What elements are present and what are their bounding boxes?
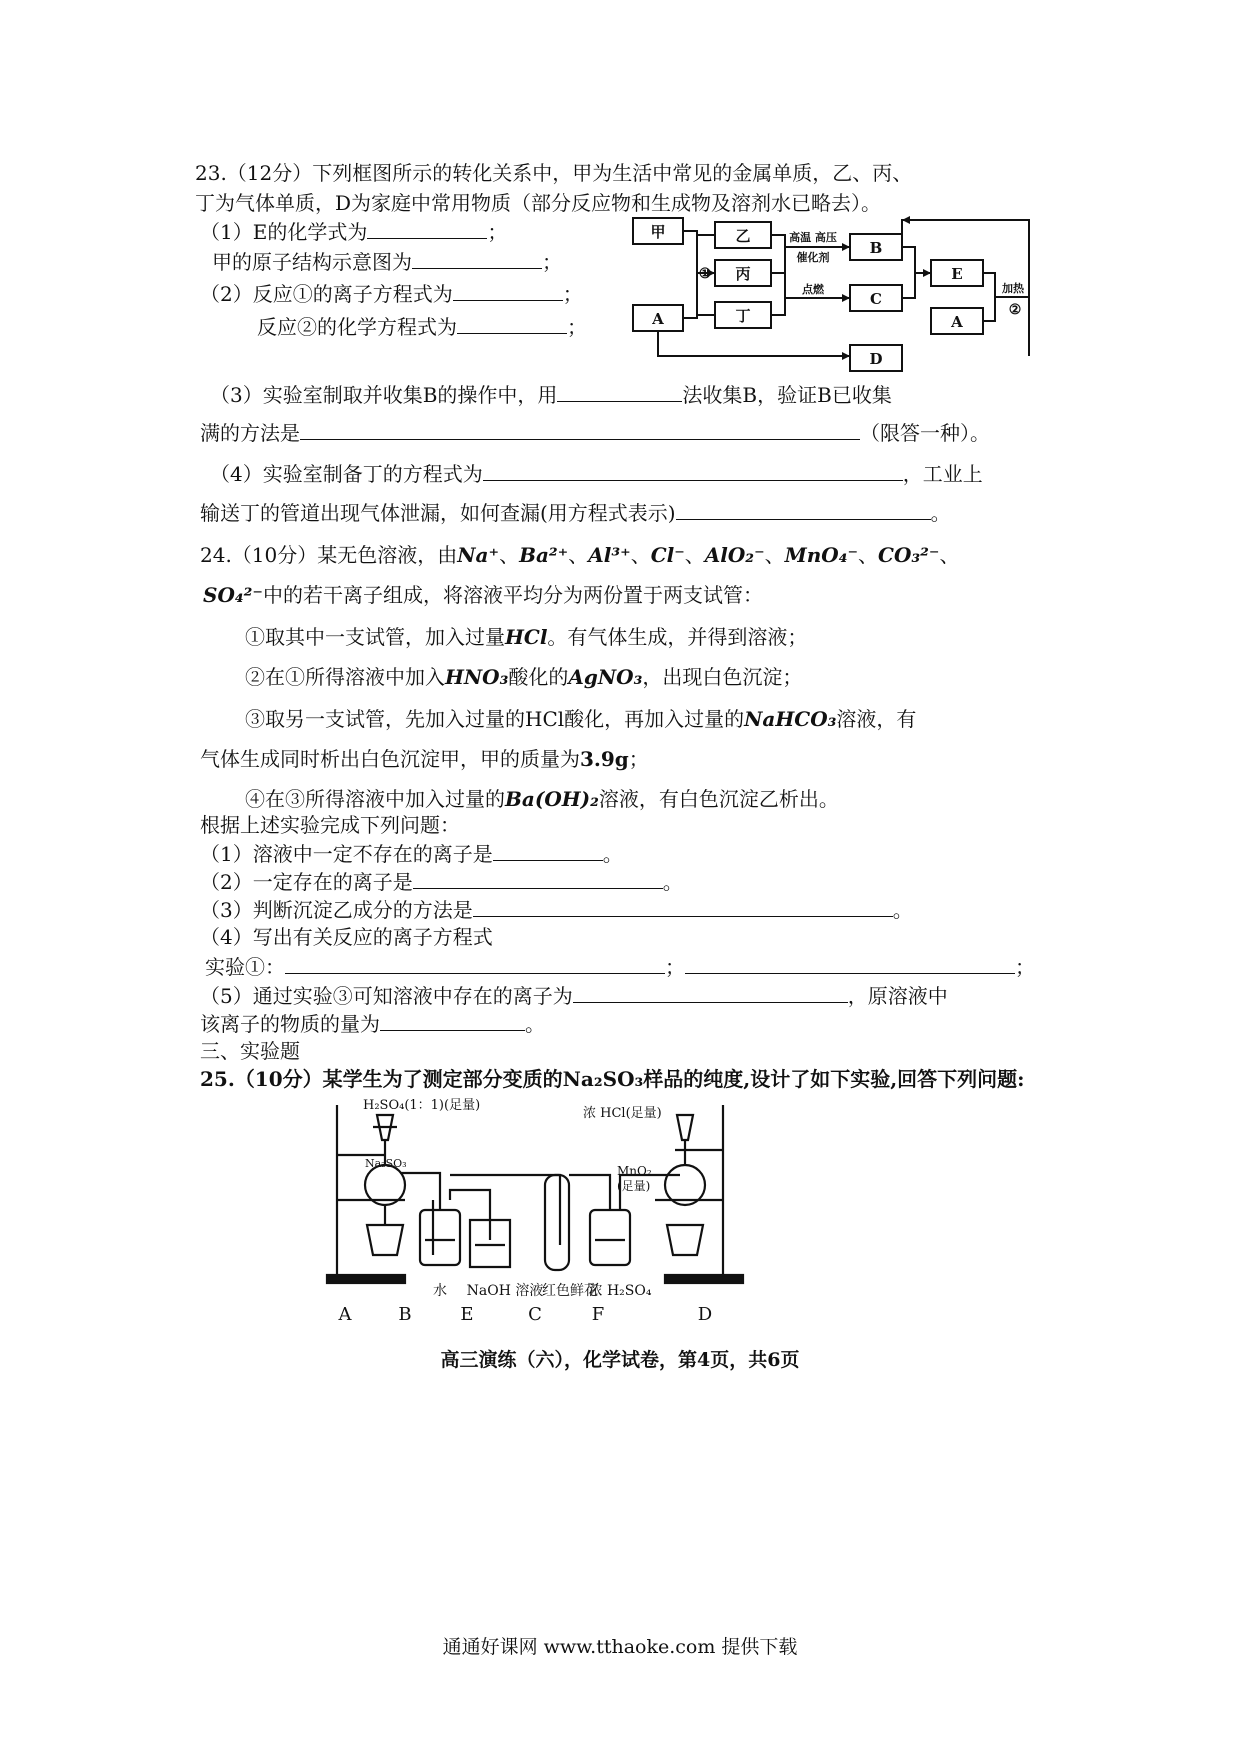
q24-answer2 [200,868,683,895]
q25-apparatus-diagram [325,1095,1045,1325]
sep: 、 [630,543,651,567]
q24-answer5b [200,1010,545,1037]
letter-C: C [528,1304,542,1325]
label-ding: 丁 [735,307,751,325]
letter-B: B [398,1304,412,1325]
cond-catalyst: 催化剂 [796,251,830,264]
label-h2so4: H₂SO₄(1：1)(足量) [363,1098,481,1113]
reaction-2-mark: ② [1008,302,1022,318]
label: ，原溶液中 [847,984,948,1008]
q24-intro-text2: 中的若干离子组成，将溶液平均分为两份置于两支试管： [262,583,763,607]
q24-answer3 [200,896,913,923]
label-na2so3: Na₂SO₃ [365,1157,407,1170]
letter-E: E [460,1304,474,1325]
q23-part2b [257,313,587,340]
q23-part3-label2: 法收集B，验证B已收集 [682,383,892,407]
label-bing: 丙 [735,265,751,283]
text: ①取其中一支试管，加入过量 [245,625,505,649]
answer-blank[interactable] [676,499,931,520]
sep: 、 [499,543,520,567]
label-B: B [869,239,883,257]
formula-nahco3: NaHCO₃ [744,707,837,731]
answer-blank[interactable] [367,218,487,239]
letter-D: D [697,1304,713,1325]
punct: 。 [930,501,951,525]
label: （2）一定存在的离子是 [200,870,413,894]
q24-intro-line1 [200,542,959,568]
label-conc-hcl: 浓 HCl(足量) [583,1106,662,1121]
label-C: C [870,290,882,308]
text: 。有气体生成，并得到溶液； [547,625,808,649]
punct: ； [567,315,587,339]
q24-answer1 [200,840,623,867]
cond-heat: 加热 [1002,282,1024,295]
formula-baoh2: Ba(OH)₂ [505,787,599,811]
punct: 。 [662,870,683,894]
q24-step3b [200,746,649,772]
q24-step3 [245,706,916,732]
letter-F: F [591,1304,605,1325]
sep: 、 [764,543,785,567]
label-A2: A [951,313,963,331]
answer-blank[interactable] [493,840,603,861]
label: 实验①： [205,955,285,979]
q23-part1 [200,218,507,245]
answer-blank[interactable] [300,419,860,440]
sep: 、 [568,543,589,567]
page-footer: 高三演练（六），化学试卷，第4页，共6页 [440,1349,800,1371]
stand-base-left [327,1275,405,1283]
q24-step4 [245,786,839,812]
q23-part1-label: （1）E的化学式为 [200,220,368,244]
punct: 。 [602,842,623,866]
q23-part1b [212,248,562,275]
ion-mno4: MnO₄⁻ [784,543,859,567]
label-mno2-excess: (足量) [617,1179,651,1193]
q23-intro-line2: 丁为气体单质，D为家庭中常用物质（部分反应物和生成物及溶剂水已略去）。 [195,191,882,215]
q24-step1 [245,624,807,650]
cond-ignite: 点燃 [802,283,824,296]
q23-part4b [200,499,951,526]
text: 酸化的 [508,665,569,689]
q23-part3-label4: （限答一种）。 [860,421,990,445]
answer-blank[interactable] [380,1010,525,1031]
q24-step2 [245,664,802,690]
formula-hno3: HNO₃ [445,665,509,689]
ion-co3: CO₃²⁻ [878,543,940,567]
label: （1）溶液中一定不存在的离子是 [200,842,493,866]
answer-blank[interactable] [285,953,665,974]
q23-part4-label3: 输送丁的管道出现气体泄漏，如何查漏(用方程式表示) [200,501,676,525]
label-D: D [869,350,883,368]
download-watermark: 通通好课网 www.tthaoke.com 提供下载 [442,1636,798,1658]
label-water: 水 [433,1283,447,1299]
label: 该离子的物质的量为 [200,1012,380,1036]
punct: 。 [892,898,913,922]
answer-blank[interactable] [685,953,1015,974]
q23-part2-label: （2）反应①的离子方程式为 [200,282,453,306]
cond-high-temp-pressure: 高温 高压 [789,231,837,244]
answer-blank[interactable] [483,460,903,481]
label-A: A [652,310,664,328]
text: ④在③所得溶液中加入过量的 [245,787,505,811]
label-red-flower: 红色鲜花 [542,1283,598,1299]
label-conc-h2so4: 浓 H₂SO₄ [588,1283,652,1299]
formula-agno3: AgNO₃ [568,665,643,689]
text: ②在①所得溶液中加入 [245,665,445,689]
q23-part2 [200,280,583,307]
text: ，出现白色沉淀； [642,665,803,689]
ion-ba: Ba²⁺ [519,543,569,567]
q24-intro-text: 24.（10分）某无色溶液，由 [200,543,458,567]
label-naoh: NaOH 溶液 [466,1283,544,1299]
formula-hcl: HCl [505,625,548,649]
answer-blank[interactable] [473,896,893,917]
answer-blank[interactable] [412,248,542,269]
stand-base-right [665,1275,743,1283]
label-yi: 乙 [735,227,751,245]
letter-A: A [338,1304,352,1325]
sep: 、 [684,543,705,567]
q23-intro-line1: 23.（12分）下列框图所示的转化关系中，甲为生活中常见的金属单质，乙、丙、 [195,161,913,185]
text: ； [628,747,649,771]
mass-value: 3.9g [580,747,629,771]
punct: ； [487,220,508,244]
ion-na: Na⁺ [457,543,500,567]
q25-intro: 25.（10分）某学生为了测定部分变质的Na₂SO₃样品的纯度,设计了如下实验,回答下列问题: [200,1067,1025,1091]
punct: ； [562,282,583,306]
answer-blank[interactable] [457,313,567,334]
answer-blank[interactable] [453,280,563,301]
sep: 、 [858,543,879,567]
label: （5）通过实验③可知溶液中存在的离子为 [200,984,573,1008]
q23-part3 [210,381,892,408]
q23-part3b [200,419,990,446]
ion-so4: SO₄²⁻ [203,583,263,607]
q23-part1b-label: 甲的原子结构示意图为 [212,250,412,274]
ion-cl: Cl⁻ [650,543,685,567]
label: （3）判断沉淀乙成分的方法是 [200,898,473,922]
q23-part4-label: （4）实验室制备丁的方程式为 [210,462,483,486]
q24-lead: 根据上述实验完成下列问题： [200,813,460,837]
q23-flow-diagram [625,210,1045,375]
label-E: E [951,265,963,283]
q24-answer5 [200,982,948,1009]
ion-alo2: AlO₂⁻ [704,543,765,567]
punct: ； [665,955,685,979]
q24-intro-line2 [203,582,763,608]
ion-al: Al³⁺ [588,543,631,567]
reaction-1-mark: ① [698,266,712,282]
punct: 。 [525,1012,545,1036]
q23-part3-label: （3）实验室制取并收集B的操作中，用 [210,383,558,407]
text: 溶液，有 [836,707,917,731]
label-mno2: MnO₂ [617,1164,652,1178]
text: ③取另一支试管，先加入过量的HCl酸化，再加入过量的 [245,707,745,731]
q23-part2b-label: 反应②的化学方程式为 [257,315,457,339]
text: 气体生成同时析出白色沉淀甲，甲的质量为 [200,747,580,771]
punct: ； [542,250,562,274]
answer-blank[interactable] [413,868,663,889]
answer-blank[interactable] [557,381,682,402]
q23-part3-label3: 满的方法是 [200,421,300,445]
q23-part4 [210,460,983,487]
q24-answer4: （4）写出有关反应的离子方程式 [200,925,493,949]
text: 溶液，有白色沉淀乙析出。 [598,787,839,811]
sep: 、 [939,543,960,567]
q23-part4-label2: ，工业上 [902,462,983,486]
section-title: 三、实验题 [200,1039,300,1063]
answer-blank[interactable] [573,982,848,1003]
q24-answer4b [205,953,1035,980]
label-jia: 甲 [650,223,666,241]
punct: ； [1015,955,1035,979]
